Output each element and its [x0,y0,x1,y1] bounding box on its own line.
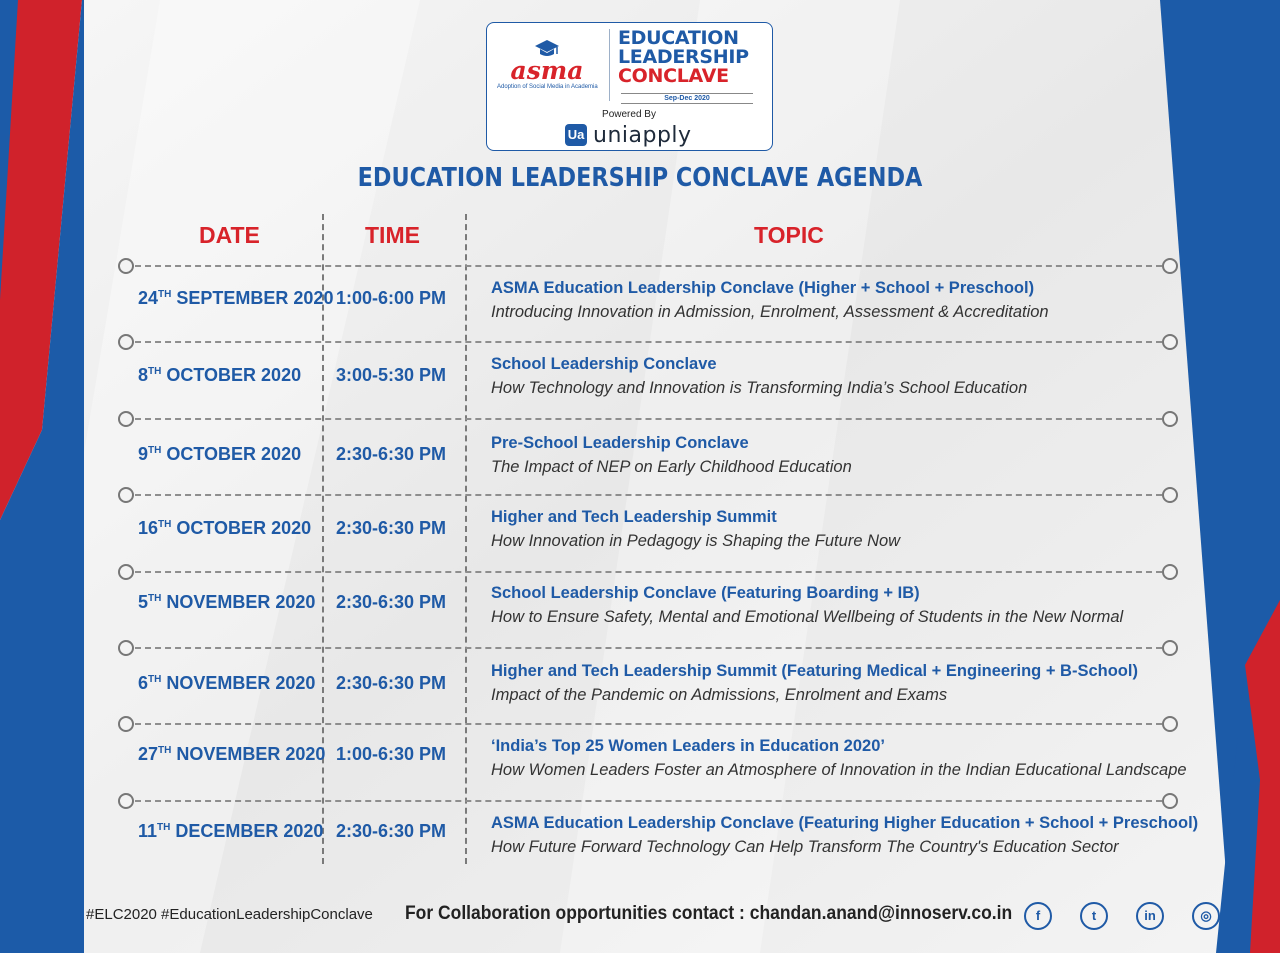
row-marker [1162,640,1178,656]
row-separator [135,418,1162,420]
row-marker [118,640,134,656]
asma-tagline: Adoption of Social Media in Academia [497,84,598,90]
row-marker [1162,487,1178,503]
date-day: 8 [138,365,149,385]
row-marker [1162,564,1178,580]
powered-by-label: Powered By [602,109,656,120]
agenda-topic [491,735,1187,783]
agenda-date [138,592,315,613]
agenda-topic [491,277,1049,325]
row-marker [118,487,134,503]
agenda-topic [491,432,852,480]
date-month: SEPTEMBER 2020 [176,288,334,308]
row-separator [135,647,1162,649]
row-separator [135,723,1162,725]
row-marker [118,258,134,274]
date-month: NOVEMBER 2020 [176,744,326,764]
logo-title [618,29,758,86]
topic-subtitle: Introducing Innovation in Admission, Enrolment, Assessment & Accreditation [491,303,1049,321]
logo-title-line3: CONCLAVE [618,65,729,87]
logo-title-line2: LEADERSHIP [618,46,749,68]
date-month: DECEMBER 2020 [175,821,324,841]
date-suffix: TH [158,289,172,300]
footer [0,902,1280,930]
row-separator [135,800,1162,802]
date-suffix: TH [148,445,162,456]
agenda-time: 2:30-6:30 PM [336,518,447,538]
topic-title: Higher and Tech Leadership Summit (Featuring Medical + Engineering + B-School) [491,662,1138,680]
facebook-icon[interactable]: f [1024,902,1052,930]
row-separator [135,571,1162,573]
topic-title: School Leadership Conclave [491,355,717,373]
twitter-icon[interactable]: t [1080,902,1108,930]
topic-title: Pre-School Leadership Conclave [491,434,749,452]
time-column-header: TIME [365,222,420,248]
date-day: 16 [138,518,159,538]
row-separator [135,341,1162,343]
agenda-date [138,288,333,309]
collaboration-contact: For Collaboration opportunities contact : chandan.anand@innoserv.co.in [405,903,1013,924]
agenda-time: 1:00-6:00 PM [336,288,447,308]
agenda-time: 2:30-6:30 PM [336,673,447,693]
topic-subtitle: How Innovation in Pedagogy is Shaping the Future Now [491,532,901,550]
topic-title: ASMA Education Leadership Conclave (Higher + School + Preschool) [491,279,1035,297]
date-day: 27 [138,744,159,764]
date-column-header: DATE [199,222,260,248]
agenda-date [138,673,315,694]
row-marker [1162,258,1178,274]
date-day: 11 [138,821,158,841]
row-marker [118,334,134,350]
row-separator [135,494,1162,496]
linkedin-icon[interactable]: in [1136,902,1164,930]
row-marker [1162,334,1178,350]
agenda-time: 3:00-5:30 PM [336,365,447,385]
topic-subtitle: Impact of the Pandemic on Admissions, Enrolment and Exams [491,686,948,704]
date-suffix: TH [148,366,162,377]
date-month: NOVEMBER 2020 [166,592,316,612]
date-month: OCTOBER 2020 [166,444,302,464]
agenda-time: 2:30-6:30 PM [336,592,447,612]
uniapply-icon: Ua [565,124,587,146]
page-title: EDUCATION LEADERSHIP CONCLAVE AGENDA [357,163,923,193]
agenda-time: 2:30-6:30 PM [336,444,447,464]
agenda-topic [491,812,1198,860]
date-suffix: TH [157,822,171,833]
topic-subtitle: How to Ensure Safety, Mental and Emotional Wellbeing of Students in the New Normal [491,608,1124,626]
row-marker [118,411,134,427]
agenda-topic [491,506,900,554]
logo-title-line1: EDUCATION [618,27,739,49]
date-day: 6 [138,673,149,693]
row-marker [118,793,134,809]
instagram-icon[interactable]: ◎ [1192,902,1220,930]
date-day: 5 [138,592,149,612]
agenda-date [138,365,301,386]
logo-dates: Sep-Dec 2020 [621,93,753,104]
asma-wordmark: asma [510,56,584,85]
topic-title: ASMA Education Leadership Conclave (Featuring Higher Education + School + Preschool) [491,814,1199,832]
uniapply-wordmark: uniapply [593,122,692,148]
topic-column-header: TOPIC [754,222,824,248]
date-suffix: TH [148,593,162,604]
uniapply-logo [565,123,692,147]
date-day: 24 [138,288,159,308]
asma-logo [497,39,597,90]
agenda-time: 1:00-6:30 PM [336,744,447,764]
logo-divider [609,29,610,101]
date-month: NOVEMBER 2020 [166,673,316,693]
date-suffix: TH [158,519,172,530]
column-divider [465,214,467,864]
column-divider [322,214,324,864]
date-month: OCTOBER 2020 [166,365,302,385]
date-suffix: TH [148,674,162,685]
date-suffix: TH [158,745,172,756]
agenda-date [138,821,323,842]
row-marker [118,564,134,580]
row-marker [1162,716,1178,732]
row-separator [135,265,1162,267]
agenda-topic [491,660,1138,708]
agenda-topic [491,582,1123,630]
row-marker [1162,793,1178,809]
conclave-logo [486,22,773,151]
topic-title: School Leadership Conclave (Featuring Boarding + IB) [491,584,920,602]
date-day: 9 [138,444,149,464]
topic-subtitle: How Women Leaders Foster an Atmosphere of Innovation in the Indian Educational Landscape [491,761,1187,779]
topic-subtitle: How Future Forward Technology Can Help Transform The Country's Education Sector [491,838,1119,856]
row-marker [118,716,134,732]
agenda-date [138,518,311,539]
agenda-date [138,744,325,765]
agenda-date [138,444,301,465]
row-marker [1162,411,1178,427]
topic-title: ‘India’s Top 25 Women Leaders in Education 2020’ [491,737,885,755]
hashtags: #ELC2020 #EducationLeadershipConclave [86,906,373,923]
agenda-topic [491,353,1027,401]
topic-subtitle: The Impact of NEP on Early Childhood Education [491,458,852,476]
date-month: OCTOBER 2020 [176,518,312,538]
topic-subtitle: How Technology and Innovation is Transforming India’s School Education [491,379,1028,397]
topic-title: Higher and Tech Leadership Summit [491,508,777,526]
agenda-time: 2:30-6:30 PM [336,821,447,841]
